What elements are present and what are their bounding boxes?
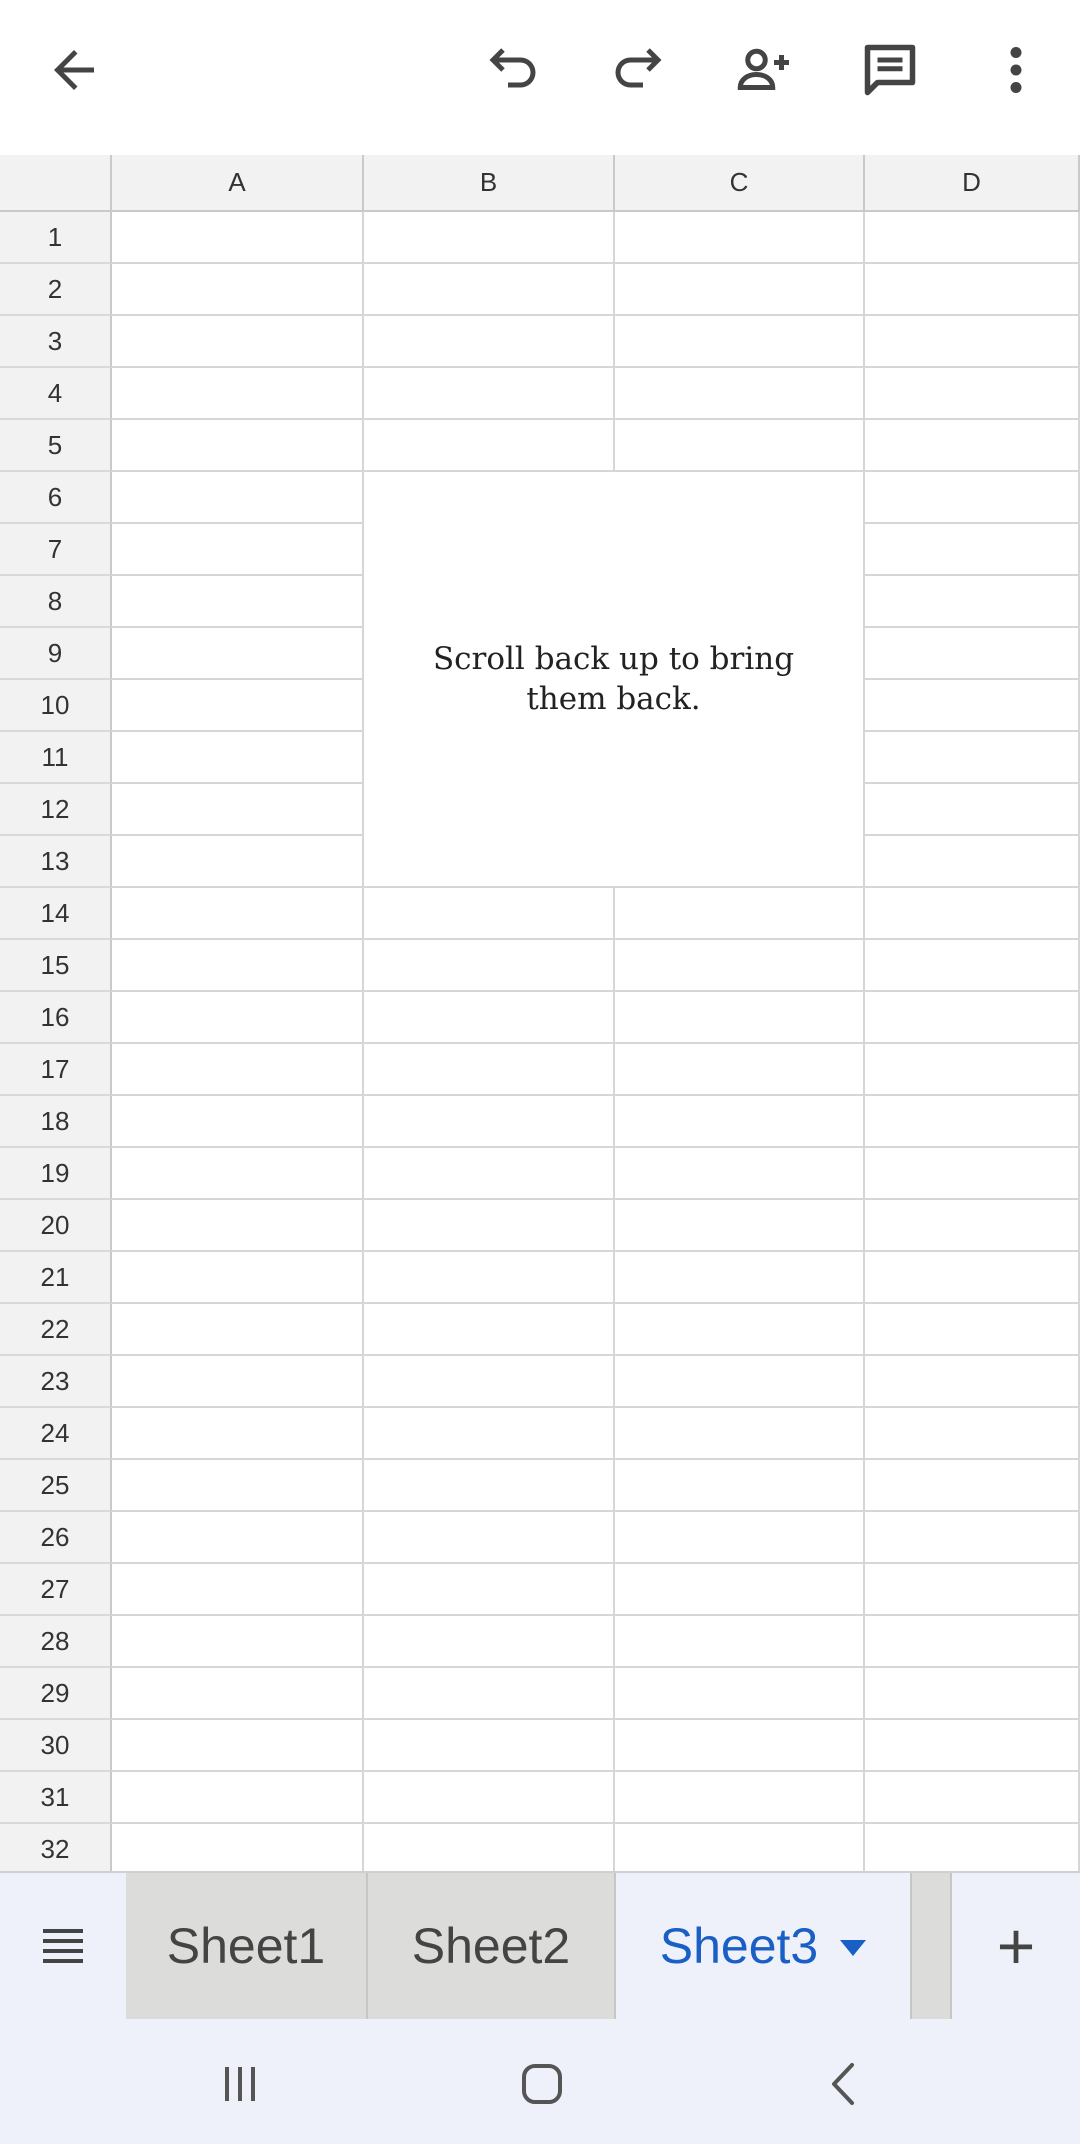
- row-header-17[interactable]: 17: [0, 1044, 112, 1096]
- cell-c30[interactable]: [615, 1720, 865, 1772]
- cell-d5[interactable]: [865, 420, 1080, 472]
- back-arrow-icon[interactable]: [38, 34, 110, 106]
- cell-a24[interactable]: [112, 1408, 364, 1460]
- cell-c24[interactable]: [615, 1408, 865, 1460]
- cell-a7[interactable]: [112, 524, 364, 576]
- cell-c20[interactable]: [615, 1200, 865, 1252]
- cell-b17[interactable]: [364, 1044, 615, 1096]
- row-header-15[interactable]: 15: [0, 940, 112, 992]
- row-header-21[interactable]: 21: [0, 1252, 112, 1304]
- cell-d15[interactable]: [865, 940, 1080, 992]
- cell-a30[interactable]: [112, 1720, 364, 1772]
- cell-a13[interactable]: [112, 836, 364, 888]
- row-header-22[interactable]: 22: [0, 1304, 112, 1356]
- cell-d14[interactable]: [865, 888, 1080, 940]
- cell-b19[interactable]: [364, 1148, 615, 1200]
- cell-a1[interactable]: [112, 212, 364, 264]
- sheet-tab-bar: [0, 1871, 1080, 2019]
- dropdown-caret-icon[interactable]: [840, 1940, 866, 1956]
- cell-b29[interactable]: [364, 1668, 615, 1720]
- cell-d2[interactable]: [865, 264, 1080, 316]
- spreadsheet-grid: [0, 155, 1080, 1871]
- system-nav-bar: [0, 2019, 1080, 2144]
- redo-icon[interactable]: [602, 34, 674, 106]
- cell-c18[interactable]: [615, 1096, 865, 1148]
- cell-d6[interactable]: [865, 472, 1080, 524]
- cell-b18[interactable]: [364, 1096, 615, 1148]
- row-header-4[interactable]: 4: [0, 368, 112, 420]
- undo-icon[interactable]: [477, 34, 549, 106]
- row-header-26[interactable]: 26: [0, 1512, 112, 1564]
- row-header-27[interactable]: 27: [0, 1564, 112, 1616]
- cell-b30[interactable]: [364, 1720, 615, 1772]
- cell-d20[interactable]: [865, 1200, 1080, 1252]
- cell-a11[interactable]: [112, 732, 364, 784]
- cell-b20[interactable]: [364, 1200, 615, 1252]
- cell-b16[interactable]: [364, 992, 615, 1044]
- cell-a3[interactable]: [112, 316, 364, 368]
- tab-sheet1[interactable]: [126, 1873, 368, 2019]
- cell-a29[interactable]: [112, 1668, 364, 1720]
- cell-a18[interactable]: [112, 1096, 364, 1148]
- row-header-18[interactable]: 18: [0, 1096, 112, 1148]
- row-header-6[interactable]: 6: [0, 472, 112, 524]
- cell-b2[interactable]: [364, 264, 615, 316]
- cell-a6[interactable]: [112, 472, 364, 524]
- row-header-3[interactable]: 3: [0, 316, 112, 368]
- cell-d10[interactable]: [865, 680, 1080, 732]
- cell-d7[interactable]: [865, 524, 1080, 576]
- cell-b28[interactable]: [364, 1616, 615, 1668]
- cell-a19[interactable]: [112, 1148, 364, 1200]
- cell-d1[interactable]: [865, 212, 1080, 264]
- cell-c2[interactable]: [615, 264, 865, 316]
- cell-a26[interactable]: [112, 1512, 364, 1564]
- cell-d32[interactable]: [865, 1824, 1080, 1871]
- more-vert-icon[interactable]: [980, 34, 1052, 106]
- cell-c28[interactable]: [615, 1616, 865, 1668]
- cell-d29[interactable]: [865, 1668, 1080, 1720]
- cell-a5[interactable]: [112, 420, 364, 472]
- all-sheets-menu-icon[interactable]: [0, 1873, 126, 2019]
- cell-b4[interactable]: [364, 368, 615, 420]
- cell-d16[interactable]: [865, 992, 1080, 1044]
- cell-d26[interactable]: [865, 1512, 1080, 1564]
- cell-c21[interactable]: [615, 1252, 865, 1304]
- row-header-25[interactable]: 25: [0, 1460, 112, 1512]
- cell-a27[interactable]: [112, 1564, 364, 1616]
- cell-c5[interactable]: [615, 420, 865, 472]
- cell-d12[interactable]: [865, 784, 1080, 836]
- tab-label: Sheet2: [411, 1918, 571, 1974]
- row-header-16[interactable]: 16: [0, 992, 112, 1044]
- home-icon[interactable]: [497, 2044, 587, 2124]
- cell-b31[interactable]: [364, 1772, 615, 1824]
- cell-a25[interactable]: [112, 1460, 364, 1512]
- column-header-b[interactable]: B: [364, 155, 615, 212]
- column-header-a[interactable]: A: [112, 155, 364, 212]
- row-header-11[interactable]: 11: [0, 732, 112, 784]
- cell-d4[interactable]: [865, 368, 1080, 420]
- cell-b14[interactable]: [364, 888, 615, 940]
- cell-a16[interactable]: [112, 992, 364, 1044]
- cell-b3[interactable]: [364, 316, 615, 368]
- cell-c4[interactable]: [615, 368, 865, 420]
- column-header-c[interactable]: C: [615, 155, 865, 212]
- row-header-9[interactable]: 9: [0, 628, 112, 680]
- column-header-d[interactable]: D: [865, 155, 1080, 212]
- row-header-32[interactable]: 32: [0, 1824, 112, 1871]
- row-header-28[interactable]: 28: [0, 1616, 112, 1668]
- cell-c31[interactable]: [615, 1772, 865, 1824]
- select-all-corner[interactable]: [0, 155, 112, 212]
- cell-b5[interactable]: [364, 420, 615, 472]
- merged-cell-b6-c13[interactable]: [364, 472, 865, 888]
- cell-c25[interactable]: [615, 1460, 865, 1512]
- cell-a4[interactable]: [112, 368, 364, 420]
- cell-a15[interactable]: [112, 940, 364, 992]
- cell-d19[interactable]: [865, 1148, 1080, 1200]
- row-header-12[interactable]: 12: [0, 784, 112, 836]
- cell-d8[interactable]: [865, 576, 1080, 628]
- row-header-29[interactable]: 29: [0, 1668, 112, 1720]
- cell-b24[interactable]: [364, 1408, 615, 1460]
- cell-a31[interactable]: [112, 1772, 364, 1824]
- cell-c19[interactable]: [615, 1148, 865, 1200]
- cell-a22[interactable]: [112, 1304, 364, 1356]
- row-header-13[interactable]: 13: [0, 836, 112, 888]
- cell-d13[interactable]: [865, 836, 1080, 888]
- recent-apps-icon[interactable]: [195, 2044, 285, 2124]
- cell-c23[interactable]: [615, 1356, 865, 1408]
- row-header-1[interactable]: 1: [0, 212, 112, 264]
- tab-sheet3[interactable]: [616, 1873, 912, 2019]
- cell-a17[interactable]: [112, 1044, 364, 1096]
- cell-b1[interactable]: [364, 212, 615, 264]
- row-header-23[interactable]: 23: [0, 1356, 112, 1408]
- cell-b25[interactable]: [364, 1460, 615, 1512]
- cell-a28[interactable]: [112, 1616, 364, 1668]
- cell-b22[interactable]: [364, 1304, 615, 1356]
- cell-a2[interactable]: [112, 264, 364, 316]
- cell-a8[interactable]: [112, 576, 364, 628]
- tab-overflow: [912, 1873, 952, 2019]
- row-header-20[interactable]: 20: [0, 1200, 112, 1252]
- cell-d18[interactable]: [865, 1096, 1080, 1148]
- nav-back-icon[interactable]: [800, 2044, 890, 2124]
- merged-cell-text: Scroll back up to bring them back.: [432, 641, 795, 717]
- cell-d3[interactable]: [865, 316, 1080, 368]
- cell-a12[interactable]: [112, 784, 364, 836]
- cell-a10[interactable]: [112, 680, 364, 732]
- cell-d17[interactable]: [865, 1044, 1080, 1096]
- cell-a21[interactable]: [112, 1252, 364, 1304]
- row-header-19[interactable]: 19: [0, 1148, 112, 1200]
- cell-c32[interactable]: [615, 1824, 865, 1871]
- cell-c17[interactable]: [615, 1044, 865, 1096]
- cell-d21[interactable]: [865, 1252, 1080, 1304]
- tab-label: Sheet1: [166, 1918, 326, 1974]
- tab-sheet2[interactable]: [368, 1873, 616, 2019]
- row-header-30[interactable]: 30: [0, 1720, 112, 1772]
- cell-a9[interactable]: [112, 628, 364, 680]
- cell-a20[interactable]: [112, 1200, 364, 1252]
- cell-c1[interactable]: [615, 212, 865, 264]
- row-header-7[interactable]: 7: [0, 524, 112, 576]
- tab-label: Sheet3: [659, 1918, 819, 1974]
- row-header-24[interactable]: 24: [0, 1408, 112, 1460]
- cell-c15[interactable]: [615, 940, 865, 992]
- cell-d9[interactable]: [865, 628, 1080, 680]
- cell-d22[interactable]: [865, 1304, 1080, 1356]
- row-header-5[interactable]: 5: [0, 420, 112, 472]
- cell-c16[interactable]: [615, 992, 865, 1044]
- cell-d23[interactable]: [865, 1356, 1080, 1408]
- cell-c22[interactable]: [615, 1304, 865, 1356]
- cell-c27[interactable]: [615, 1564, 865, 1616]
- cell-b32[interactable]: [364, 1824, 615, 1871]
- cell-d25[interactable]: [865, 1460, 1080, 1512]
- cell-c26[interactable]: [615, 1512, 865, 1564]
- cell-d27[interactable]: [865, 1564, 1080, 1616]
- cell-d30[interactable]: [865, 1720, 1080, 1772]
- cell-a32[interactable]: [112, 1824, 364, 1871]
- cell-b26[interactable]: [364, 1512, 615, 1564]
- toolbar: [0, 0, 1080, 155]
- row-header-10[interactable]: 10: [0, 680, 112, 732]
- row-header-8[interactable]: 8: [0, 576, 112, 628]
- add-sheet-button[interactable]: +: [996, 1909, 1036, 1983]
- cell-b15[interactable]: [364, 940, 615, 992]
- cell-a14[interactable]: [112, 888, 364, 940]
- row-header-2[interactable]: 2: [0, 264, 112, 316]
- cell-b27[interactable]: [364, 1564, 615, 1616]
- cell-d24[interactable]: [865, 1408, 1080, 1460]
- cell-a23[interactable]: [112, 1356, 364, 1408]
- comment-icon[interactable]: [854, 34, 926, 106]
- cell-c29[interactable]: [615, 1668, 865, 1720]
- row-header-14[interactable]: 14: [0, 888, 112, 940]
- cell-c14[interactable]: [615, 888, 865, 940]
- cell-b23[interactable]: [364, 1356, 615, 1408]
- row-header-31[interactable]: 31: [0, 1772, 112, 1824]
- cell-d31[interactable]: [865, 1772, 1080, 1824]
- cell-d28[interactable]: [865, 1616, 1080, 1668]
- cell-c3[interactable]: [615, 316, 865, 368]
- add-person-icon[interactable]: [728, 34, 800, 106]
- cell-d11[interactable]: [865, 732, 1080, 784]
- cell-b21[interactable]: [364, 1252, 615, 1304]
